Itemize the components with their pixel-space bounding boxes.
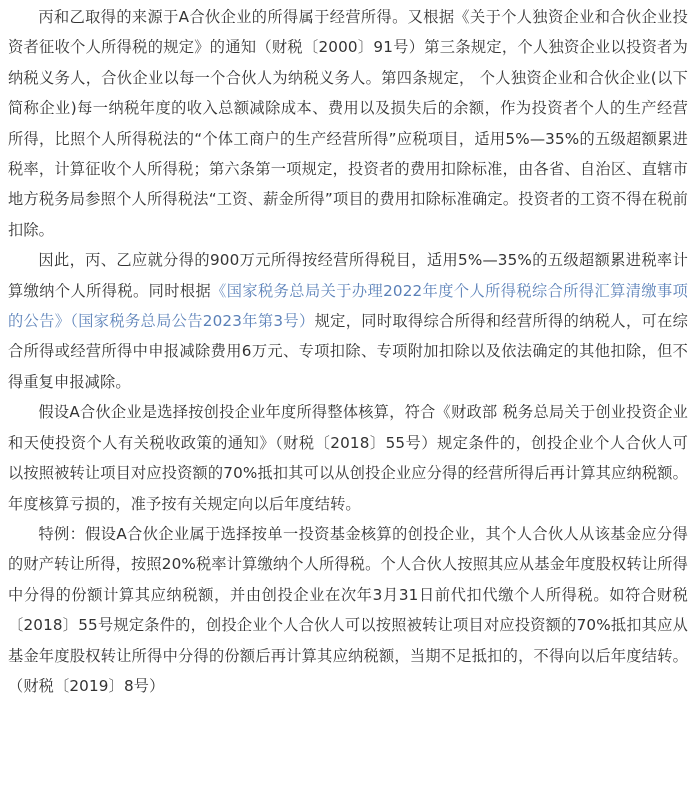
paragraph-text: 规定，同时取得综合所得和经营所得的纳税人，可在综合所得或经营所得中申报减除费用6万元、专项扣除、专项附加扣除以及依法确定的其他扣除，但不得重复申报减除。 bbox=[8, 312, 688, 391]
paragraph-venture-capital: 假设A合伙企业是选择按创投企业年度所得整体核算，符合《财政部 税务总局关于创业投资企业和天使投资个人有关税收政策的通知》（财税〔2018〕55号）规定条件的，创投企业个人合伙人可以按照被转让项目对应投资额的70%抵扣其可以从创投企业应分得的经营所得后再计算其应纳税额。年度核算亏损的，准予按有关规定向以后年度结转。 bbox=[8, 403, 688, 513]
paragraph-special-case: 特例：假设A合伙企业属于选择按单一投资基金核算的创投企业，其个人合伙人从该基金应分得的财产转让所得，按照20%税率计算缴纳个人所得税。个人合伙人按照其应从基金年度股权转让所得中分得的份额计算其应纳税额，并由创投企业在次年3月31日前代扣代缴个人所得税。如符合财税〔2018〕55号规定条件的，创投企业个人合伙人可以按照被转让项目对应投资额的70%抵扣其应从基金年度股权转让所得中分得的份额后再计算其应纳税额，当期不足抵扣的，不得向以后年度结转。（财税〔2019〕8号） bbox=[8, 524, 688, 695]
paragraph-tax-calculation bbox=[8, 245, 688, 397]
paragraph-operating-income: 丙和乙取得的来源于A合伙企业的所得属于经营所得。又根据《关于个人独资企业和合伙企业投资者征收个人所得税的规定》的通知（财税〔2000〕91号）第三条规定，个人独资企业以投资者为纳税义务人，合伙企业以每一个合伙人为纳税义务人。第四条规定， 个人独资企业和合伙企业(以下简称企业)每一纳税年度的收入总额减除成本、费用以及损失后的余额，作为投资者个人的生产经营所得，比照个人所得税法的“个体工商户的生产经营所得”应税项目，适用5%—35%的五级超额累进税率，计算征收个人所得税；第六条第一项规定，投资者的费用扣除标准，由各省、自治区、直辖市地方税务局参照个人所得税法“工资、薪金所得”项目的费用扣除标准确定。投资者的工资不得在税前扣除。 bbox=[8, 8, 688, 239]
paragraph-text: 因此，丙、乙应就分得的900万元所得按经营所得税目，适用5%—35%的五级超额累进税率计算缴纳个人所得税。同时根据 bbox=[8, 251, 688, 300]
announcement-2023-no3-link[interactable]: 《国家税务总局关于办理2022年度个人所得税综合所得汇算清缴事项的公告》（国家税务总局公告2023年第3号） bbox=[8, 281, 689, 331]
